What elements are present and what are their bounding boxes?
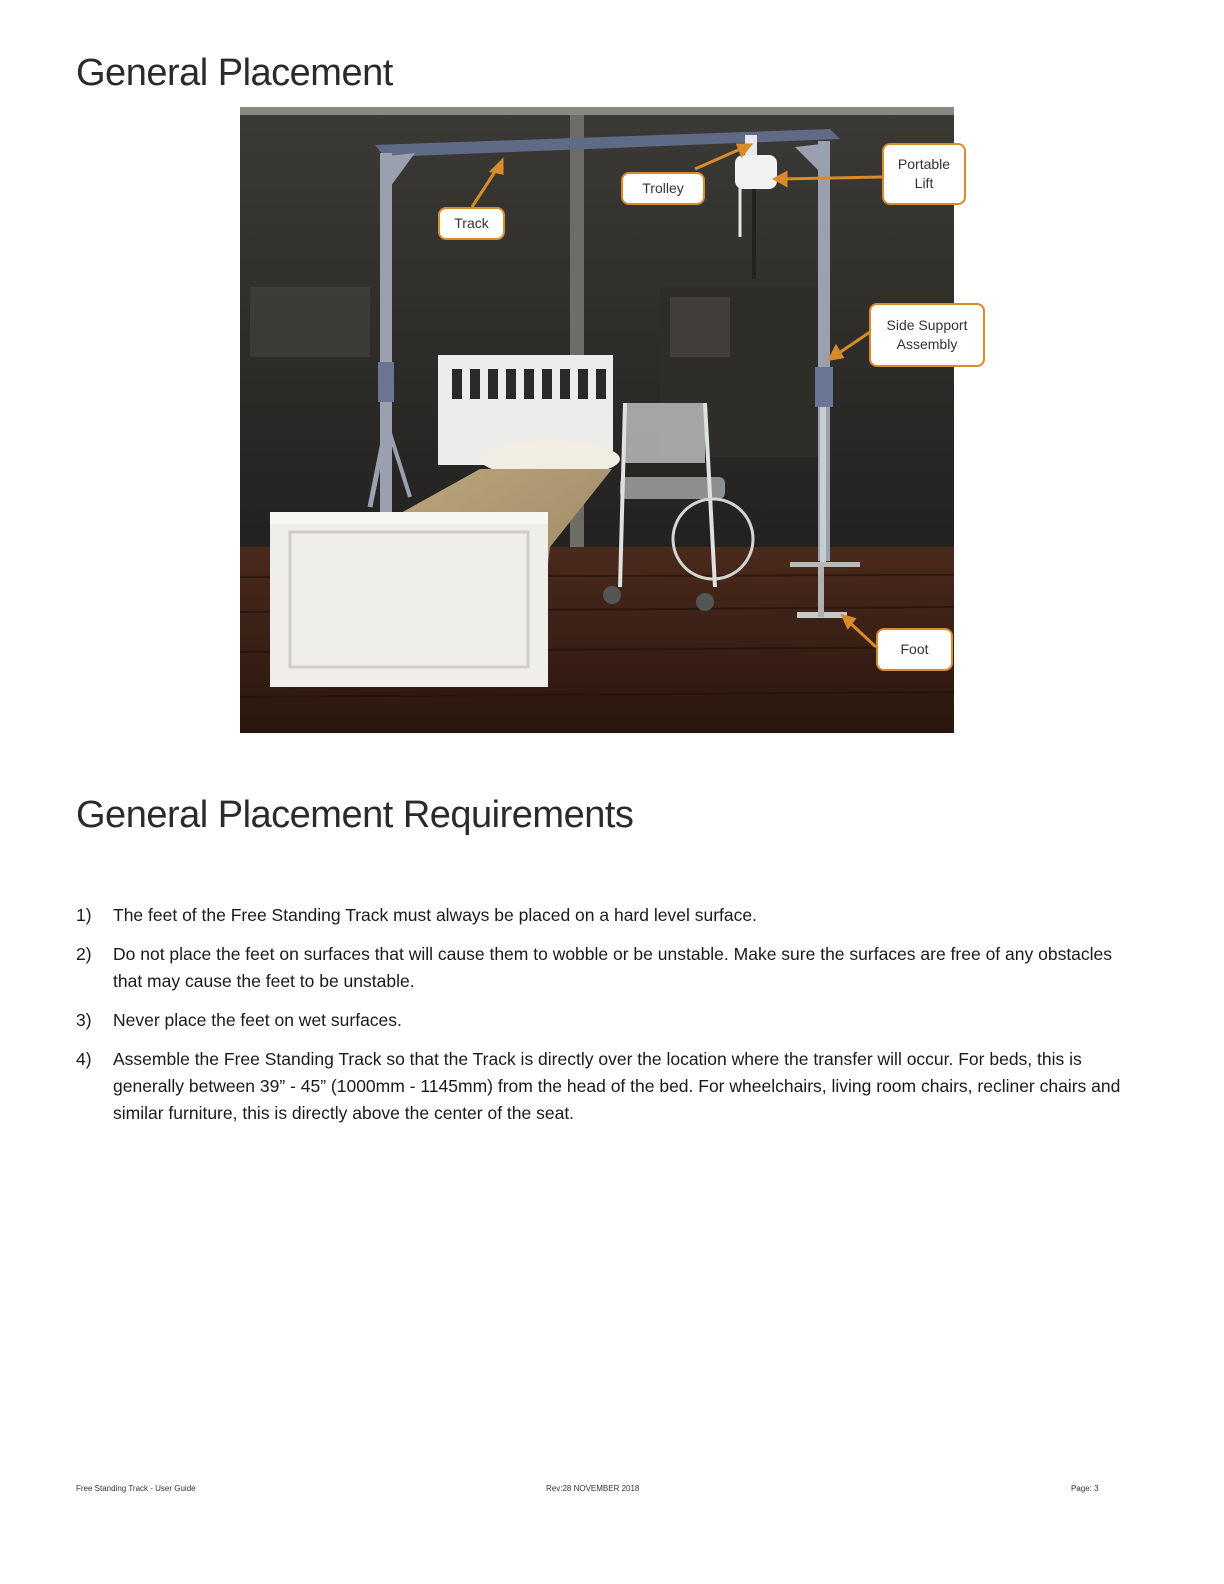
section-title: General Placement Requirements	[76, 794, 634, 836]
footer-document-title: Free Standing Track - User Guide	[76, 1484, 196, 1493]
callout-trolley: Trolley	[621, 172, 705, 205]
list-item-text: Assemble the Free Standing Track so that the Track is directly over the location where the transfer will occur. For beds, this is generally between 39” - 45” (1000mm - 1145mm) from the head of the bed. For wheelchairs, living room chairs, recliner chairs and similar furniture, this is directly above the center of the seat.	[113, 1049, 1121, 1123]
list-item	[76, 902, 1136, 929]
list-item	[76, 941, 1136, 995]
list-item	[76, 1046, 1136, 1127]
callout-track: Track	[438, 207, 505, 240]
footer-revision: Rev:28 NOVEMBER 2018	[546, 1484, 640, 1493]
list-item-text: Never place the feet on wet surfaces.	[113, 1010, 402, 1030]
list-item-text: Do not place the feet on surfaces that will cause them to wobble or be unstable. Make sure the surfaces are free of any obstacles that may cause the feet to be unstable.	[113, 944, 1113, 991]
list-item-number: 3)	[76, 1010, 92, 1030]
callout-side-support-assembly: Side Support Assembly	[869, 303, 985, 367]
callout-foot: Foot	[876, 628, 953, 671]
footer-page-number: Page: 3	[1071, 1484, 1099, 1493]
list-item-number: 4)	[76, 1049, 92, 1069]
list-item	[76, 1007, 1136, 1034]
page-title: General Placement	[76, 52, 393, 94]
list-item-text: The feet of the Free Standing Track must always be placed on a hard level surface.	[113, 905, 757, 925]
list-item-number: 1)	[76, 905, 92, 925]
requirements-list	[76, 902, 1136, 1139]
list-item-number: 2)	[76, 944, 92, 964]
callout-portable-lift: Portable Lift	[882, 143, 966, 205]
placement-photo	[240, 107, 954, 733]
